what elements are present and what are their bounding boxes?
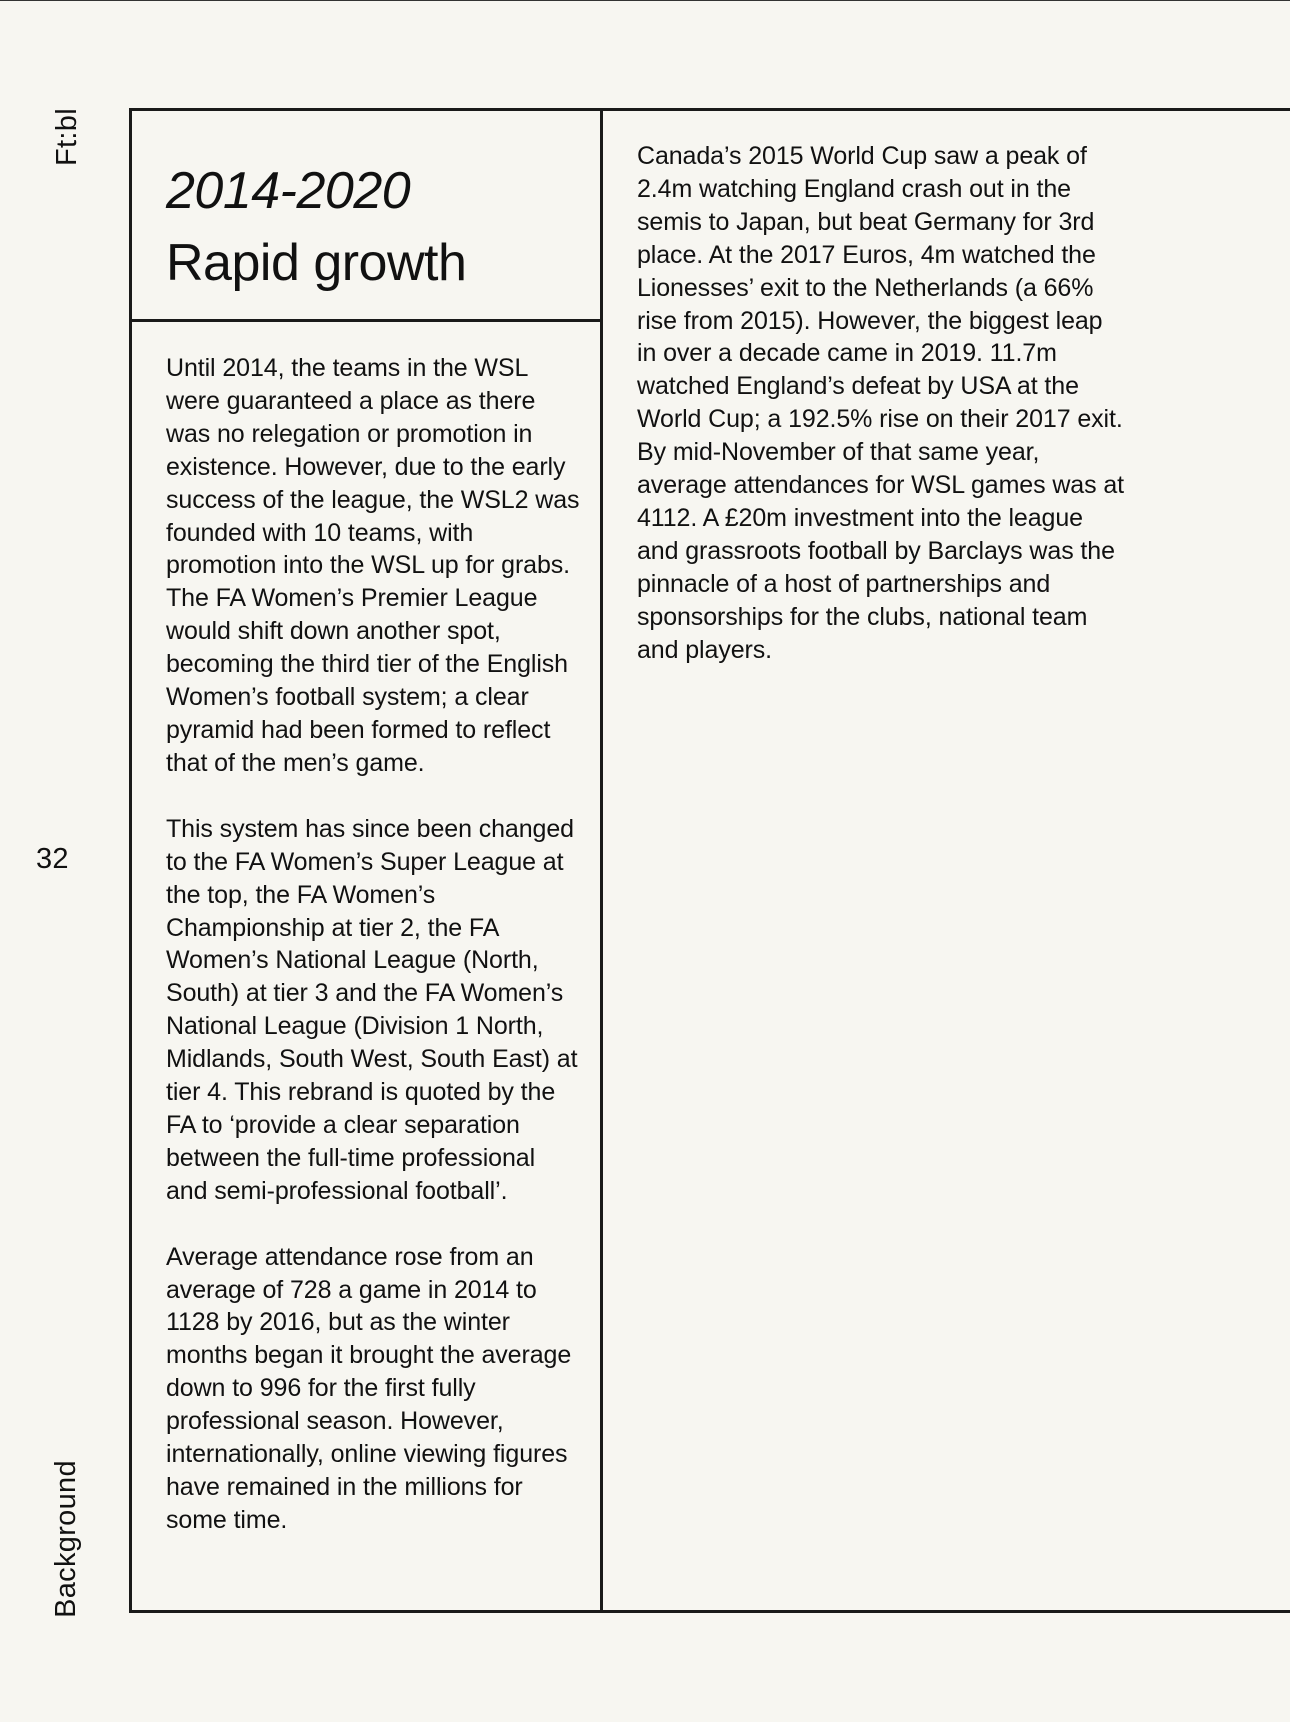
paragraph: Average attendance rose from an average of 728 a game in 2014 to 1128 by 2016, but as the winter months began it brought the average down to 996 for the first fully professional season. However, internationally, online viewing figures have remained in the millions for some time. (166, 1242, 572, 1534)
right-column (637, 140, 1127, 700)
paragraph: Canada’s 2015 World Cup saw a peak of 2.4m watching England crash out in the semis to Japan, but beat Germany for 3rd place. At the 2017 Euros, 4m watched the Lionesses’ exit to the Netherlands (a 66% rise from 2015). However, the biggest leap in over a decade came in 2019. 11.7m watched England’s defeat by USA at the World Cup; a 192.5% rise on their 2017 exit. By mid-November of that same year, average attendances for WSL games was at 4112. A £20m investment into the league and grassroots football by Barclays was the pinnacle of a host of partnerships and sponsorships for the clubs, national team and players. (637, 142, 1125, 664)
paragraph: This system has since been changed to the FA Women’s Super League at the top, the FA Women’s Championship at tier 2, the FA Women’s National League (North, South) at tier 3 and the FA Women’s National League (Division 1 North, Midlands, South West, South East) at tier 4. This rebrand is quoted by the FA to ‘provide a clear separation between the full-time professional and semi-professional football’. (166, 814, 578, 1205)
section-label: Background (50, 1460, 82, 1618)
title-main: Rapid growth (166, 234, 467, 292)
article-title (166, 155, 586, 299)
page-number: 32 (36, 843, 69, 875)
paragraph: Until 2014, the teams in the WSL were guaranteed a place as there was no relegation or promotion in existence. However, due to the early success of the league, the WSL2 was founded with 10 teams, with promotion into the WSL up for grabs. The FA Women’s Premier League would shift down another spot, becoming the third tier of the English Women’s football system; a clear pyramid had been formed to reflect that of the men’s game. (166, 354, 580, 777)
title-divider (129, 319, 603, 322)
left-column (166, 352, 581, 1570)
magazine-brand: Ft:bl (51, 108, 83, 166)
column-divider (600, 108, 603, 1613)
title-years: 2014-2020 (166, 162, 411, 220)
top-rule (0, 0, 1290, 1)
